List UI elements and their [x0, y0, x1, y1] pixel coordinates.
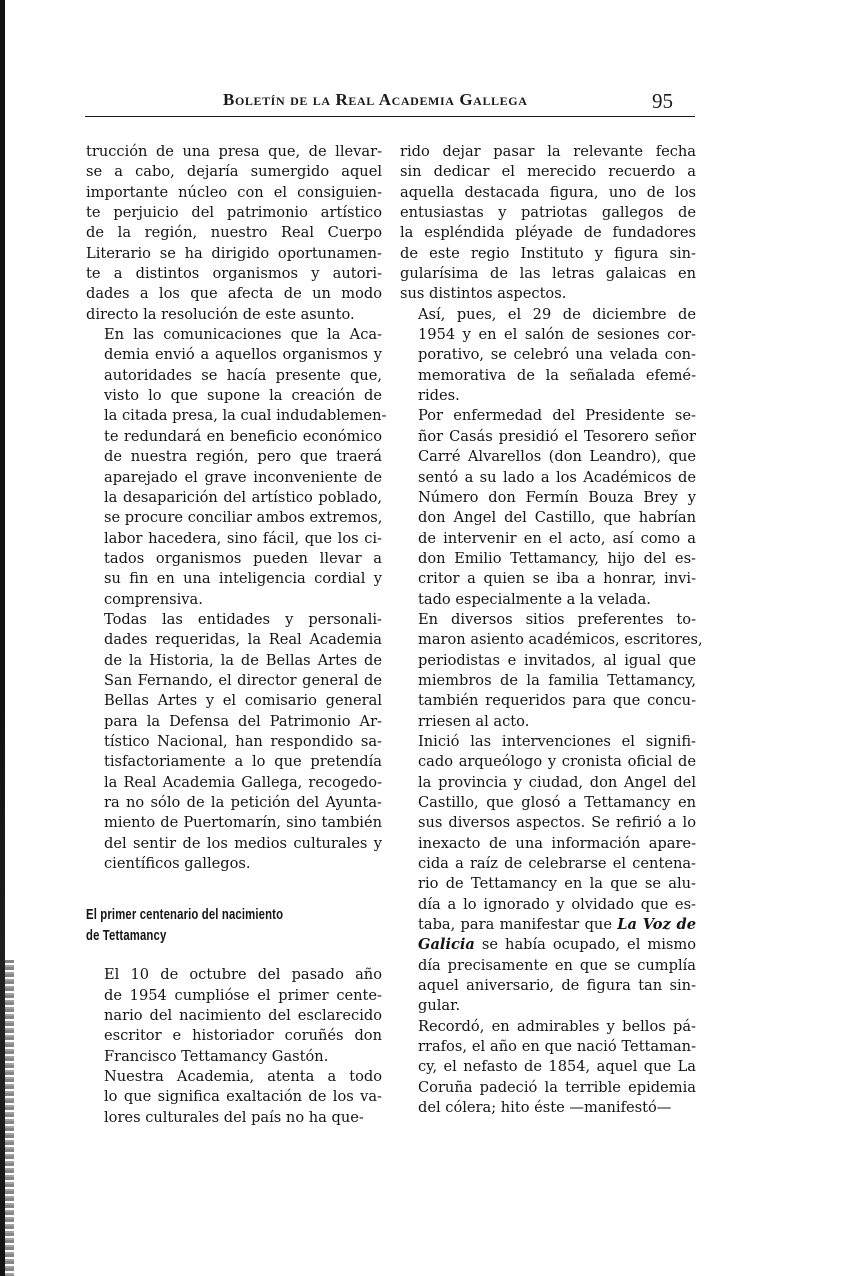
- text-line: don Emilio Tettamancy, hijo del es-: [418, 549, 696, 567]
- text-line: aparejado el grave inconveniente de: [104, 468, 382, 486]
- text-line: tisfactoriamente a lo que pretendía: [104, 753, 382, 771]
- text-line: rrafos, el año en que nació Tettaman-: [418, 1038, 696, 1056]
- text-line: aquella destacada figura, uno de los: [400, 183, 696, 201]
- right-column: [400, 142, 703, 1119]
- text-line: la citada presa, la cual indudablemen-: [104, 407, 387, 425]
- text-line: memorativa de la señalada efemé-: [418, 366, 696, 384]
- text-line: lo que significa exaltación de los va-: [104, 1088, 382, 1106]
- text-line: de 1954 cumplióse el primer cente-: [104, 986, 382, 1004]
- text-line: la Real Academia Gallega, recogedo-: [104, 773, 382, 791]
- text-line: [400, 915, 696, 935]
- text-line: de nuestra región, pero que traerá: [104, 448, 382, 466]
- text-line: Todas las entidades y personali-: [104, 610, 382, 628]
- paragraph: [400, 610, 703, 732]
- text-line: se procure conciliar ambos extremos,: [104, 509, 383, 527]
- text-line: El 10 de octubre del pasado año: [104, 966, 382, 984]
- text-line: día a lo ignorado y olvidado que es-: [418, 895, 696, 913]
- text-line: inexacto de una información apare-: [418, 834, 696, 852]
- text-line: Así, pues, el 29 de diciembre de: [418, 305, 696, 323]
- text-line: de la región, nuestro Real Cuerpo: [86, 224, 382, 242]
- text-line: Nuestra Academia, atenta a todo: [104, 1068, 382, 1086]
- scan-binding-shadow: [5, 960, 14, 1276]
- text-line: En las comunicaciones que la Aca-: [104, 326, 382, 344]
- text-line: sin dedicar el merecido recuerdo a: [400, 163, 696, 181]
- text-line: Recordó, en admirables y bellos pá-: [418, 1017, 696, 1035]
- section-heading: [86, 905, 382, 947]
- text-line: lores culturales del país no ha que-: [104, 1108, 364, 1126]
- paragraph: [86, 610, 382, 874]
- text-line: también requeridos para que concu-: [418, 692, 696, 710]
- header-rule: [85, 116, 695, 117]
- text-line: miembros de la familia Tettamancy,: [418, 671, 696, 689]
- text-line: aquel aniversario, de figura tan sin-: [418, 977, 696, 995]
- text-line: critor a quien se iba a honrar, invi-: [418, 570, 696, 588]
- newspaper-title-italic: La Voz de: [617, 916, 697, 934]
- text-fragment: se había ocupado, el mismo: [474, 936, 696, 954]
- text-line: demia envió a aquellos organismos y: [104, 346, 382, 364]
- text-line: rriesen al acto.: [418, 712, 530, 730]
- paragraph: [86, 1067, 382, 1128]
- text-line: 1954 y en el salón de sesiones cor-: [418, 326, 696, 344]
- text-line: comprensiva.: [104, 590, 203, 608]
- text-line: del cólera; hito éste —manifestó—: [418, 1099, 672, 1117]
- text-line: En diversos sitios preferentes to-: [418, 610, 696, 628]
- text-line: Número don Fermín Bouza Brey y: [418, 488, 696, 506]
- text-line: labor hacedera, sino fácil, que los ci-: [104, 529, 382, 547]
- text-line: Castillo, que glosó a Tettamancy en: [418, 794, 696, 811]
- text-line: gular.: [418, 997, 461, 1015]
- text-line: se a cabo, dejaría sumergido aquel: [86, 163, 382, 181]
- page-number: 95: [652, 89, 673, 113]
- text-line: sus diversos aspectos. Se refirió a lo: [418, 814, 696, 832]
- text-line: tado especialmente a la velada.: [418, 590, 651, 608]
- paragraph: [400, 406, 696, 609]
- text-line: para la Defensa del Patrimonio Ar-: [104, 712, 382, 730]
- left-column: [86, 142, 387, 1128]
- text-line: Francisco Tettamancy Gastón.: [104, 1047, 329, 1065]
- text-line: dades requeridas, la Real Academia: [104, 631, 382, 649]
- text-line: rido dejar pasar la relevante fecha: [400, 143, 696, 160]
- text-line: Coruña padeció la terrible epidemia: [418, 1078, 696, 1096]
- text-line: día precisamente en que se cumplía: [418, 956, 696, 974]
- text-line: escritor e historiador coruñés don: [104, 1027, 382, 1045]
- text-line: de intervenir en el acto, así como a: [418, 529, 696, 547]
- text-line: la provincia y ciudad, don Angel del: [418, 773, 696, 791]
- text-line: ra no sólo de la petición del Ayunta-: [104, 794, 382, 811]
- text-line: su fin en una inteligencia cordial y: [104, 570, 382, 588]
- text-line: ñor Casás presidió el Tesorero señor: [418, 427, 696, 445]
- section-heading-line: de Tettamancy: [86, 928, 167, 945]
- section-heading-line: El primer centenario del nacimiento: [86, 907, 284, 924]
- text-line: importante núcleo con el consiguien-: [86, 183, 382, 201]
- text-line: Carré Alvarellos (don Leandro), que: [418, 448, 696, 466]
- text-line: rides.: [418, 387, 460, 405]
- journal-title: Boletín de la Real Academia Gallega: [223, 90, 528, 109]
- text-line: del sentir de los medios culturales y: [104, 834, 382, 852]
- text-line: tados organismos pueden llevar a: [104, 549, 382, 567]
- text-line: la desaparición del artístico poblado,: [104, 488, 382, 506]
- text-line: dades a los que afecta de un modo: [86, 285, 382, 303]
- text-line: tístico Nacional, han respondido sa-: [104, 732, 382, 750]
- text-line: San Fernando, el director general de: [104, 671, 382, 689]
- text-line: trucción de una presa que, de llevar-: [86, 143, 382, 160]
- paragraph: [86, 965, 382, 1067]
- text-line: cado arqueólogo y cronista oficial de: [418, 753, 696, 771]
- text-line: rio de Tettamancy en la que se alu-: [418, 875, 696, 893]
- text-line: sus distintos aspectos.: [400, 285, 567, 303]
- text-line: Inició las intervenciones el signifi-: [418, 732, 696, 750]
- text-line: autoridades se hacía presente que,: [104, 366, 382, 384]
- text-line: periodistas e invitados, al igual que: [418, 651, 696, 669]
- text-line: nario del nacimiento del esclarecido: [104, 1007, 382, 1025]
- newspaper-title-italic: Galicia: [418, 936, 475, 954]
- text-line: Literario se ha dirigido oportunamen-: [86, 244, 382, 262]
- text-line: gularísima de las letras galaicas en: [400, 265, 696, 283]
- text-line: [400, 935, 696, 955]
- running-head: [85, 86, 695, 116]
- paragraph: [400, 305, 696, 407]
- text-line: cy, el nefasto de 1854, aquel que La: [418, 1058, 696, 1076]
- text-line: cida a raíz de celebrarse el centena-: [418, 855, 696, 873]
- text-line: maron asiento académicos, escritores,: [418, 631, 703, 649]
- paragraph: [86, 142, 382, 325]
- text-line: Por enfermedad del Presidente se-: [418, 407, 696, 425]
- paragraph: [400, 142, 696, 305]
- text-line: visto lo que supone la creación de: [104, 387, 382, 405]
- text-line: te perjuicio del patrimonio artístico: [86, 204, 382, 222]
- text-line: don Angel del Castillo, que habrían: [418, 509, 696, 527]
- text-line: directo la resolución de este asunto.: [86, 305, 355, 323]
- text-line: te redundará en beneficio económico: [104, 427, 382, 445]
- text-line: te a distintos organismos y autori-: [86, 265, 382, 283]
- paragraph: [400, 1017, 696, 1119]
- text-line: científicos gallegos.: [104, 855, 251, 873]
- text-line: sentó a su lado a los Académicos de: [418, 468, 696, 486]
- paragraph: [86, 325, 387, 610]
- text-line: la espléndida pléyade de fundadores: [400, 224, 696, 242]
- text-line: Bellas Artes y el comisario general: [104, 692, 382, 710]
- text-line: entusiastas y patriotas gallegos de: [400, 204, 696, 222]
- text-line: de la Historia, la de Bellas Artes de: [104, 651, 382, 669]
- text-line: porativo, se celebró una velada con-: [418, 346, 696, 364]
- text-line: miento de Puertomarín, sino también: [104, 814, 382, 832]
- paragraph: [400, 732, 696, 1017]
- text-fragment: taba, para manifestar que: [418, 916, 618, 934]
- text-line: de este regio Instituto y figura sin-: [400, 244, 696, 262]
